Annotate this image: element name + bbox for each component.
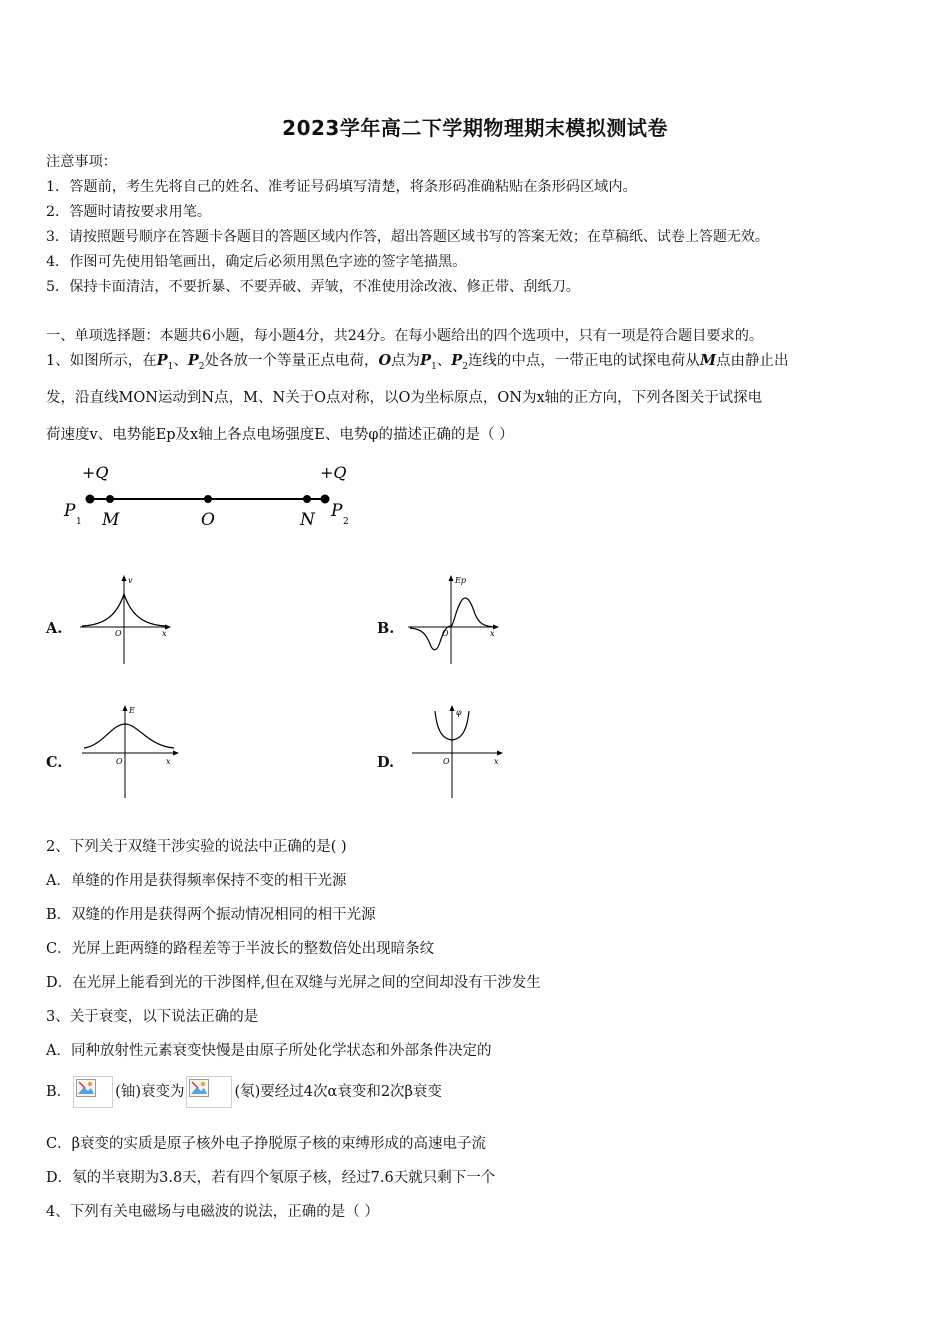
q1-line3: 荷速度v、电势能Ep及x轴上各点电场强度E、电势φ的描述正确的是（ ） bbox=[46, 427, 514, 443]
q1-fig-p1-dot bbox=[86, 495, 95, 504]
q3-b-end: (氡)要经过4次α衰变和2次β衰变 bbox=[234, 1084, 442, 1100]
q4-stem: 4、下列有关电磁场与电磁波的说法，正确的是（ ） bbox=[46, 1204, 379, 1220]
a-y-arrow-icon bbox=[122, 575, 127, 581]
q2-option-b[interactable]: B．双缝的作用是获得两个振动情况相同的相干光源 bbox=[46, 907, 376, 923]
b-ylabel: Ep bbox=[455, 576, 466, 585]
q1-charge-diagram bbox=[60, 458, 360, 538]
q1-sub: 1 bbox=[431, 361, 437, 372]
q1-fig-m: M bbox=[102, 510, 120, 530]
notes-heading: 注意事项： bbox=[46, 154, 117, 170]
d-ylabel: φ bbox=[456, 708, 462, 717]
q1-text: 点由静止出 bbox=[716, 353, 789, 369]
q1-fig-p1sub: 1 bbox=[76, 517, 82, 527]
q3-b-label: B． bbox=[46, 1084, 72, 1100]
a-xlabel: x bbox=[162, 629, 167, 638]
q1-sub: 2 bbox=[198, 361, 205, 372]
q1-fig-p2: P bbox=[331, 501, 343, 521]
q3-b-mid: (铀)衰变为 bbox=[115, 1084, 185, 1100]
q1-fig-n-dot bbox=[303, 495, 311, 503]
q1-line1 bbox=[46, 351, 789, 377]
c-origin: O bbox=[116, 757, 123, 766]
q1-fig-p1: P bbox=[64, 501, 76, 521]
q1-option-b-label[interactable]: B. bbox=[377, 620, 395, 637]
q1-option-c-label[interactable]: C. bbox=[46, 754, 63, 771]
q1-fig-n: N bbox=[300, 510, 315, 530]
c-xlabel: x bbox=[166, 757, 171, 766]
q1-option-a-label[interactable]: A. bbox=[46, 620, 63, 637]
q3-option-a[interactable]: A．同种放射性元素衰变快慢是由原子所处化学状态和外部条件决定的 bbox=[46, 1043, 492, 1059]
q1-text: 1、如图所示，在 bbox=[46, 353, 157, 369]
q1-sub: 1 bbox=[167, 361, 174, 372]
q1-fig-o: O bbox=[201, 510, 215, 530]
a-ylabel: v bbox=[128, 576, 133, 585]
note-item: 1．答题前，考生先将自己的姓名、准考证号码填写清楚，将条形码准确粘贴在条形码区域内。 bbox=[46, 179, 637, 195]
q2-option-d[interactable]: D．在光屏上能看到光的干涉图样,但在双缝与光屏之间的空间却没有干涉发生 bbox=[46, 975, 541, 991]
q1-var: M bbox=[699, 352, 716, 369]
q1-fig-qleft: +Q bbox=[82, 463, 109, 482]
d-x-arrow-icon bbox=[497, 751, 503, 756]
note-item: 2．答题时请按要求用笔。 bbox=[46, 204, 212, 220]
q1-fig-m-dot bbox=[106, 495, 114, 503]
c-curve bbox=[84, 724, 174, 748]
d-xlabel: x bbox=[494, 757, 499, 766]
q3-stem: 3、关于衰变，以下说法正确的是 bbox=[46, 1009, 259, 1025]
c-x-arrow-icon bbox=[173, 751, 179, 756]
q1-fig-qright: +Q bbox=[320, 463, 347, 482]
radon-image-icon bbox=[186, 1076, 232, 1108]
note-item: 5．保持卡面清洁，不要折暴、不要弄破、弄皱，不准使用涂改液、修正带、刮纸刀。 bbox=[46, 279, 580, 295]
q1-var: O bbox=[378, 352, 392, 369]
section1-heading: 一、单项选择题：本题共6小题，每小题4分，共24分。在每小题给出的四个选项中，只有一项是符合题目要求的。 bbox=[46, 328, 764, 344]
q1-fig-p2-dot bbox=[321, 495, 330, 504]
d-origin: O bbox=[443, 757, 450, 766]
q3-option-d[interactable]: D．氡的半衰期为3.8天，若有四个氡原子核，经过7.6天就只剩下一个 bbox=[46, 1170, 496, 1186]
q1-sub: 2 bbox=[462, 361, 468, 372]
c-ylabel: E bbox=[129, 706, 135, 715]
q2-option-c[interactable]: C．光屏上距两缝的路程差等于半波长的整数倍处出现暗条纹 bbox=[46, 941, 435, 957]
b-y-arrow-icon bbox=[449, 575, 454, 581]
q1-text: 、 bbox=[436, 353, 452, 369]
q1-option-a-graph bbox=[76, 572, 176, 667]
b-xlabel: x bbox=[490, 629, 495, 638]
q1-fig-o-dot bbox=[204, 495, 212, 503]
q1-var: P bbox=[451, 352, 463, 369]
q1-text: 处各放一个等量正点电荷， bbox=[204, 353, 379, 369]
b-origin: O bbox=[442, 629, 449, 638]
note-item: 3．请按照题号顺序在答题卡各题目的答题区域内作答，超出答题区域书写的答案无效；在草稿纸、试卷上答题无效。 bbox=[46, 229, 769, 245]
q1-var: P bbox=[420, 352, 432, 369]
q1-fig-p2sub: 2 bbox=[343, 517, 349, 527]
q3-option-b[interactable] bbox=[46, 1073, 442, 1111]
q2-stem: 2、下列关于双缝干涉实验的说法中正确的是( ) bbox=[46, 839, 347, 855]
q1-option-d-label[interactable]: D. bbox=[377, 754, 395, 771]
uranium-image-icon bbox=[73, 1076, 113, 1108]
a-origin: O bbox=[115, 629, 122, 638]
q1-var: P bbox=[187, 352, 199, 369]
q1-var: P bbox=[156, 352, 168, 369]
b-curve bbox=[410, 598, 494, 650]
q1-option-b-graph bbox=[404, 572, 504, 667]
q1-text: 、 bbox=[173, 353, 188, 369]
q1-option-d-graph bbox=[408, 702, 508, 800]
page-title: 2023学年高二下学期物理期末模拟测试卷 bbox=[282, 116, 668, 140]
q1-line2: 发，沿直线MON运动到N点，M、N关于O点对称，以O为坐标原点，ON为x轴的正方向，下列各图关于试探电 bbox=[46, 390, 763, 406]
d-y-arrow-icon bbox=[450, 705, 455, 711]
q3-option-c[interactable]: C．β衰变的实质是原子核外电子挣脱原子核的束缚形成的高速电子流 bbox=[46, 1136, 486, 1152]
q1-text: 连线的中点，一带正电的试探电荷从 bbox=[467, 353, 700, 369]
c-y-arrow-icon bbox=[123, 705, 128, 711]
q1-text: 点为 bbox=[391, 353, 421, 369]
q1-option-c-graph bbox=[78, 702, 183, 800]
q2-option-a[interactable]: A．单缝的作用是获得频率保持不变的相干光源 bbox=[46, 873, 347, 889]
note-item: 4．作图可先使用铅笔画出，确定后必须用黑色字迹的签字笔描黑。 bbox=[46, 254, 467, 270]
